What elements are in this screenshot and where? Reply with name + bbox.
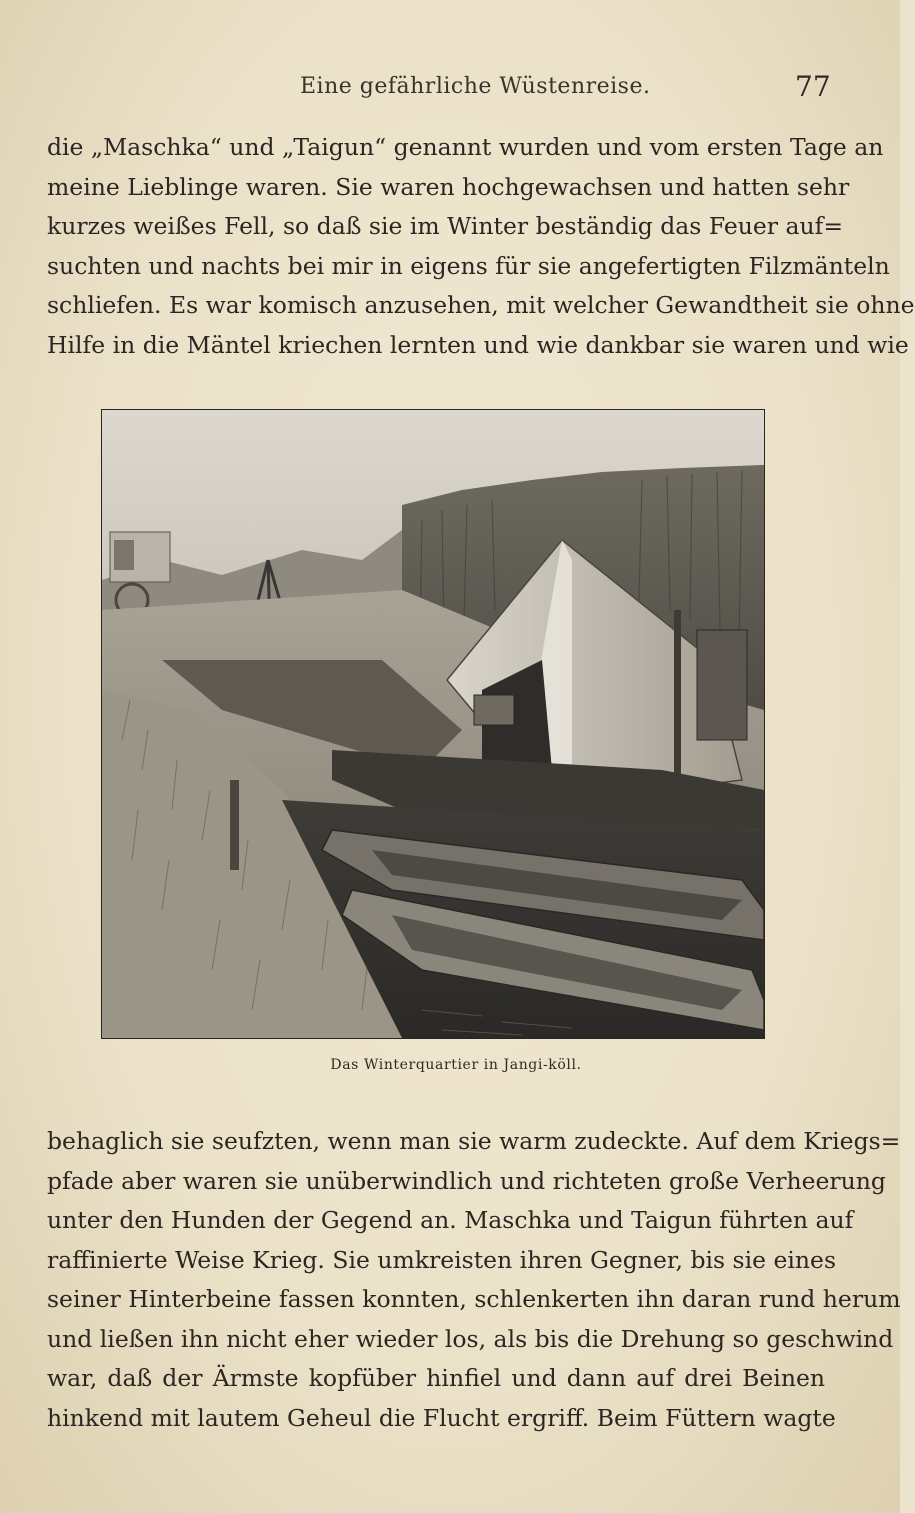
text-line: pfade aber waren sie unüberwindlich und richteten große Verheerung — [47, 1166, 886, 1195]
text-line: schliefen. Es war komisch anzusehen, mit welcher Gewandtheit sie ohne — [47, 291, 915, 319]
text-line: unter den Hunden der Gegend an. Maschka und Taigun führten auf — [47, 1206, 854, 1234]
text-line: die „Maschka“ und „Taigun“ genannt wurden und vom ersten Tage an — [47, 133, 884, 161]
text-line: meine Lieblinge waren. Sie waren hochgewachsen und hatten sehr — [47, 172, 850, 201]
text-line: hinkend mit lautem Geheul die Flucht ergriff. Beim Füttern wagte — [47, 1403, 836, 1432]
text-line: raffinierte Weise Krieg. Sie umkreisten ihren Gegner, bis sie eines — [47, 1245, 837, 1274]
photograph-winter-quarters — [101, 409, 765, 1039]
figure-caption: Das Winterquartier in Jangi-köll. — [330, 1057, 582, 1073]
text-line: suchten und nachts bei mir in eigens für sie angefertigten Filzmänteln — [47, 251, 890, 280]
text-line: kurzes weißes Fell, so daß sie im Winter beständig das Feuer auf= — [47, 212, 844, 240]
text-line: seiner Hinterbeine fassen konnten, schlenkerten ihn daran rund herum — [47, 1285, 901, 1313]
page-number: 77 — [795, 70, 831, 103]
running-head — [0, 70, 900, 110]
text-line: behaglich sie seufzten, wenn man sie warm zudeckte. Auf dem Kriegs= — [47, 1127, 901, 1155]
paragraph-bottom — [47, 1122, 901, 1438]
text-line: und ließen ihn nicht eher wieder los, als bis die Drehung so geschwind — [47, 1324, 894, 1353]
photograph-illustration — [102, 410, 764, 1038]
paragraph-top — [47, 128, 915, 365]
running-title: Eine gefährliche Wüstenreise. — [300, 74, 651, 99]
text-line: war, daß der Ärmste kopfüber hinfiel und dann auf drei Beinen — [47, 1364, 825, 1392]
text-line: Hilfe in die Mäntel kriechen lernten und wie dankbar sie waren und wie — [47, 330, 909, 359]
